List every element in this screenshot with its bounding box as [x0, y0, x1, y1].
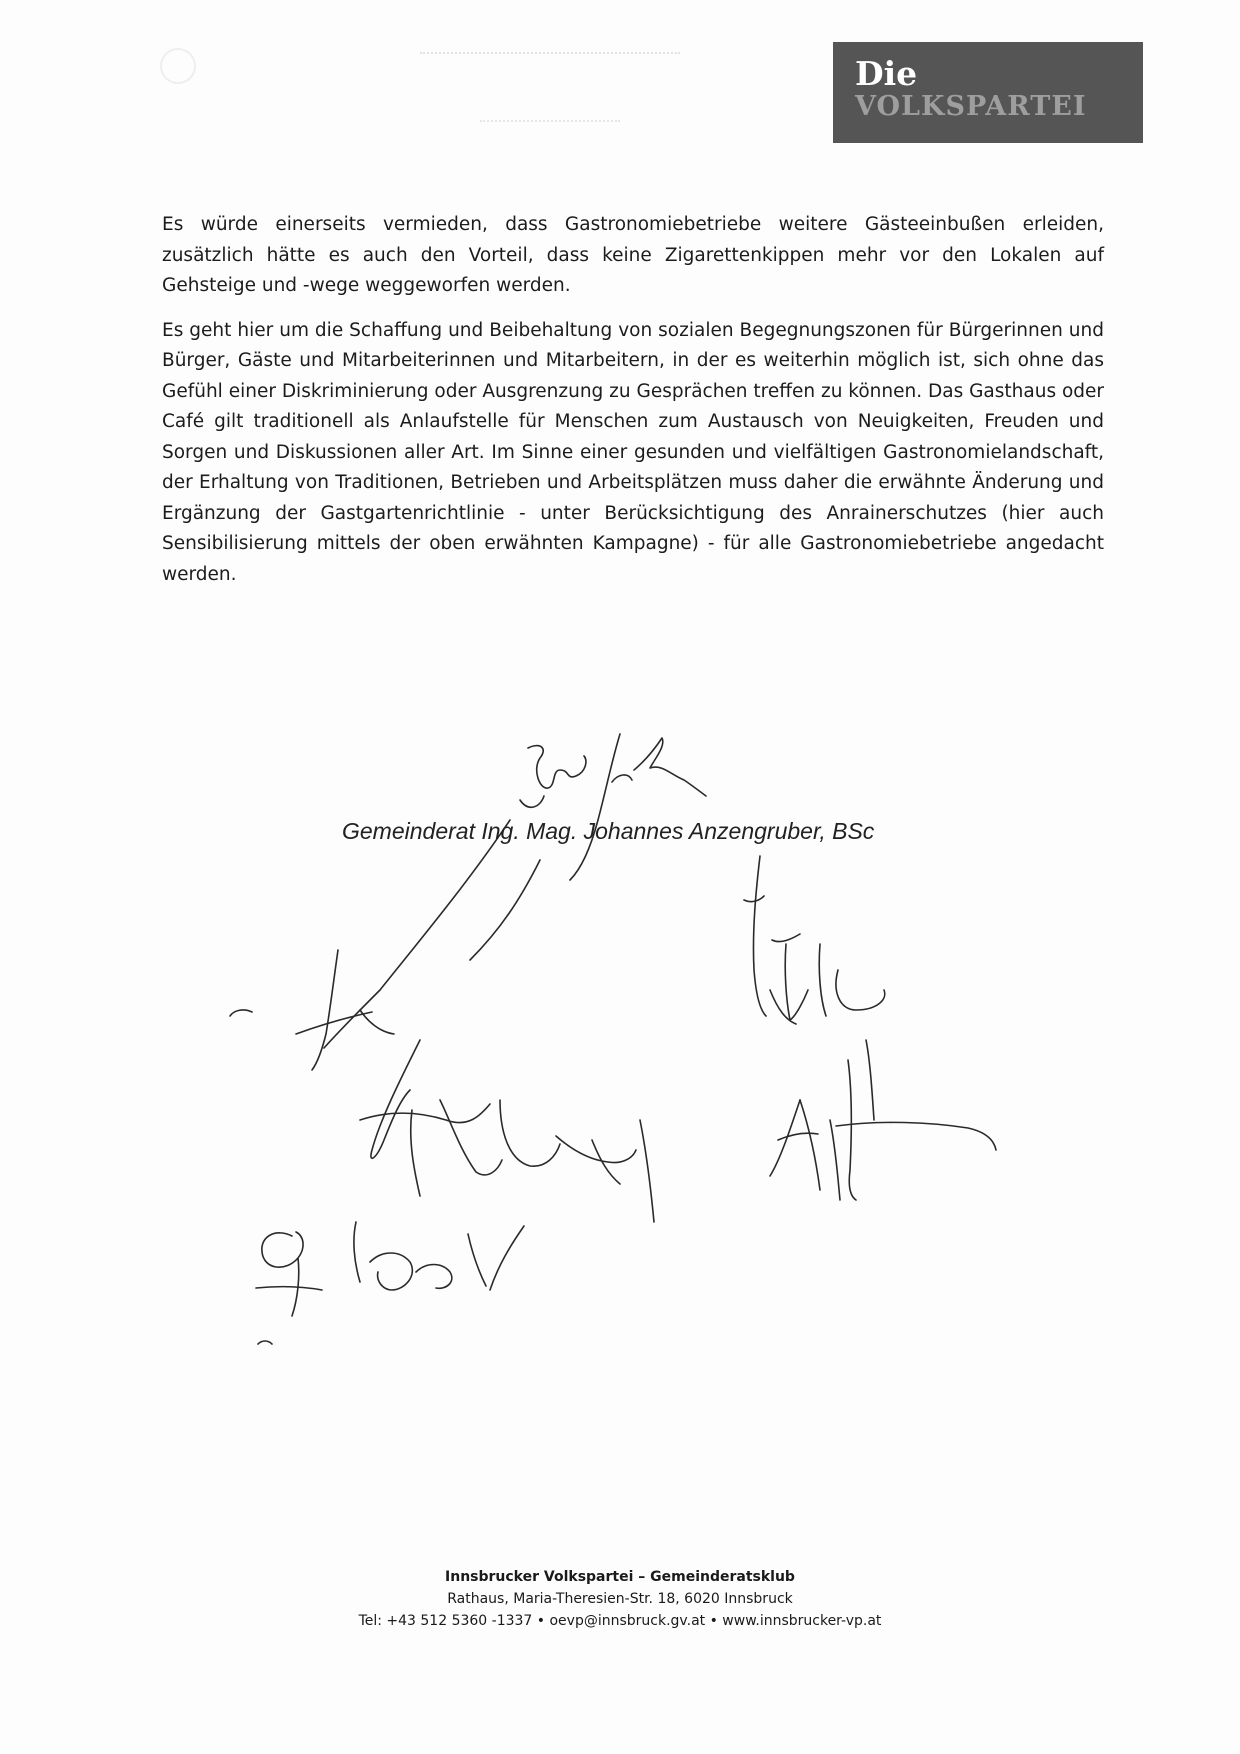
signature-stroke — [258, 1341, 272, 1344]
signature-left — [230, 950, 394, 1070]
letter-body — [162, 210, 1104, 604]
party-logo — [833, 42, 1143, 143]
scan-bleed-mark — [160, 48, 196, 84]
footer-address: Rathaus, Maria-Theresien-Str. 18, 6020 Innsbruck — [447, 1591, 793, 1607]
logo-line-2: VOLKSPARTEI — [855, 91, 1087, 122]
signature-middle — [360, 1040, 654, 1222]
signature-right-top — [744, 856, 885, 1024]
signer-name: Gemeinderat Ing. Mag. Johannes Anzengruber, BSc — [342, 818, 875, 844]
scan-bleed-mark — [480, 108, 620, 122]
signature-stroke — [470, 860, 540, 960]
scan-bleed-mark — [420, 40, 680, 54]
paragraph-1: Es würde einerseits vermieden, dass Gastronomiebetriebe weitere Gästeeinbußen erleiden, zusätzlich hätte es auch den Vorteil, dass keine Zigarettenkippen mehr vor den Lokalen auf Gehsteige und -wege weggeworfen werden. — [162, 214, 1104, 296]
signature-stroke — [324, 820, 510, 1048]
paragraph-2: Es geht hier um die Schaffung und Beibehaltung von sozialen Begegnungszonen für Bürgerinnen und Bürger, Gäste und Mitarbeiterinnen und Mitarbeitern, in der es weiterhin möglich ist, sich ohne das Gefühl einer Diskriminierung oder Ausgrenzung zu Gesprächen treffen zu können. Das Gasthaus oder Café gilt traditionell als Anlaufstelle für Menschen zum Austausch von Neuigkeiten, Freuden und Sorgen und Diskussionen aller Art. Im Sinne einer gesunden und vielfältigen Gastronomielandschaft, der Erhaltung von Traditionen, Betrieben und Arbeitsplätzen muss daher die erwähnte Änderung und Ergänzung der Gastgartenrichtlinie - unter Berücksichtigung des Anrainerschutzes (hier auch Sensibilisierung mittels der oben erwähnten Kampagne) - für alle Gastronomiebetriebe angedacht werden. — [162, 319, 1105, 585]
footer-contact: Tel: +43 512 5360 -1337 • oevp@innsbruck.gv.at • www.innsbrucker-vp.at — [358, 1613, 882, 1629]
signature-anzengruber — [520, 734, 706, 880]
logo-line-1: Die — [855, 54, 918, 93]
signature-right-bottom — [770, 1040, 996, 1200]
signature-bottom-left — [256, 1222, 524, 1316]
footer — [220, 1566, 1020, 1632]
footer-organization: Innsbrucker Volkspartei – Gemeinderatsklub — [445, 1569, 795, 1585]
